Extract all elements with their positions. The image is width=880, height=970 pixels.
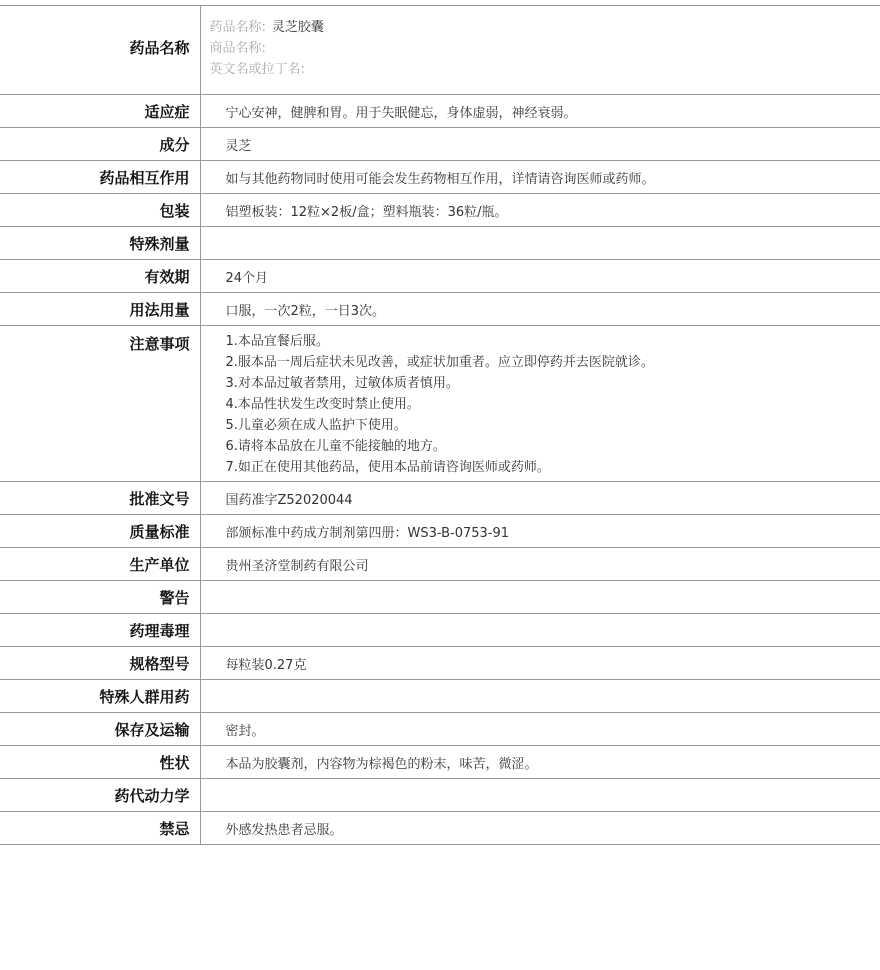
interactions-row xyxy=(0,161,880,194)
appearance-value: 本品为胶囊剂，内容物为棕褐色的粉末，味苦，微涩。 xyxy=(200,746,880,779)
shelf-life-value: 24个月 xyxy=(200,260,880,293)
contraindications-label: 禁忌 xyxy=(0,812,200,845)
drug-name-label: 药品名称 xyxy=(0,6,200,95)
special-population-row xyxy=(0,680,880,713)
storage-label: 保存及运输 xyxy=(0,713,200,746)
precaution-item: 2.服本品一周后症状未见改善，或症状加重者。应立即停药并去医院就诊。 xyxy=(225,355,654,370)
indications-value: 宁心安神，健脾和胃。用于失眠健忘，身体虚弱，神经衰弱。 xyxy=(200,95,880,128)
precaution-item: 4.本品性状发生改变时禁止使用。 xyxy=(225,397,420,412)
ingredients-value: 灵芝 xyxy=(200,128,880,161)
ingredients-row xyxy=(0,128,880,161)
ingredients-label: 成分 xyxy=(0,128,200,161)
package-value: 铝塑板装：12粒×2板/盒；塑料瓶装：36粒/瓶。 xyxy=(200,194,880,227)
quality-standard-label: 质量标准 xyxy=(0,515,200,548)
appearance-row xyxy=(0,746,880,779)
specification-value: 每粒装0.27克 xyxy=(200,647,880,680)
manufacturer-value: 贵州圣济堂制药有限公司 xyxy=(200,548,880,581)
quality-standard-value: 部颁标准中药成方制剂第四册：WS3-B-0753-91 xyxy=(200,515,880,548)
shelf-life-row xyxy=(0,260,880,293)
precaution-item: 1.本品宜餐后服。 xyxy=(225,334,329,349)
contraindications-row xyxy=(0,812,880,845)
storage-row xyxy=(0,713,880,746)
drug-info-table xyxy=(0,5,880,845)
storage-value: 密封。 xyxy=(200,713,880,746)
indications-row xyxy=(0,95,880,128)
generic-name-value: 灵芝胶囊 xyxy=(271,20,324,35)
interactions-label: 药品相互作用 xyxy=(0,161,200,194)
specification-label: 规格型号 xyxy=(0,647,200,680)
special-dosage-value xyxy=(200,227,880,260)
shelf-life-label: 有效期 xyxy=(0,260,200,293)
appearance-label: 性状 xyxy=(0,746,200,779)
pharmacology-label: 药理毒理 xyxy=(0,614,200,647)
warning-value xyxy=(200,581,880,614)
trade-name-key: 商品名称: xyxy=(209,41,266,56)
interactions-value: 如与其他药物同时使用可能会发生药物相互作用，详情请咨询医师或药师。 xyxy=(200,161,880,194)
warning-row xyxy=(0,581,880,614)
quality-standard-row xyxy=(0,515,880,548)
indications-label: 适应症 xyxy=(0,95,200,128)
pharmacology-row xyxy=(0,614,880,647)
precaution-item: 3.对本品过敏者禁用，过敏体质者慎用。 xyxy=(225,376,459,391)
precaution-item: 7.如正在使用其他药品，使用本品前请咨询医师或药师。 xyxy=(225,460,550,475)
precautions-list xyxy=(200,326,880,482)
pharmacokinetics-row xyxy=(0,779,880,812)
drug-name-row xyxy=(0,6,880,95)
usage-row xyxy=(0,293,880,326)
approval-number-value: 国药准字Z52020044 xyxy=(200,482,880,515)
english-name-line xyxy=(210,59,880,80)
specification-row xyxy=(0,647,880,680)
trade-name-line xyxy=(210,38,880,59)
pharmacokinetics-label: 药代动力学 xyxy=(0,779,200,812)
drug-name-cell xyxy=(200,6,880,95)
precaution-item: 6.请将本品放在儿童不能接触的地方。 xyxy=(225,439,446,454)
special-population-label: 特殊人群用药 xyxy=(0,680,200,713)
usage-label: 用法用量 xyxy=(0,293,200,326)
warning-label: 警告 xyxy=(0,581,200,614)
precaution-item: 5.儿童必须在成人监护下使用。 xyxy=(225,418,407,433)
generic-name-line xyxy=(210,17,880,38)
special-dosage-row xyxy=(0,227,880,260)
contraindications-value: 外感发热患者忌服。 xyxy=(200,812,880,845)
special-dosage-label: 特殊剂量 xyxy=(0,227,200,260)
package-row xyxy=(0,194,880,227)
usage-value: 口服，一次2粒，一日3次。 xyxy=(200,293,880,326)
approval-number-label: 批准文号 xyxy=(0,482,200,515)
precautions-row xyxy=(0,326,880,482)
generic-name-key: 药品名称: xyxy=(209,20,266,35)
precautions-label: 注意事项 xyxy=(0,326,200,482)
manufacturer-label: 生产单位 xyxy=(0,548,200,581)
package-label: 包装 xyxy=(0,194,200,227)
pharmacology-value xyxy=(200,614,880,647)
manufacturer-row xyxy=(0,548,880,581)
english-name-key: 英文名或拉丁名: xyxy=(209,62,305,77)
special-population-value xyxy=(200,680,880,713)
approval-number-row xyxy=(0,482,880,515)
pharmacokinetics-value xyxy=(200,779,880,812)
